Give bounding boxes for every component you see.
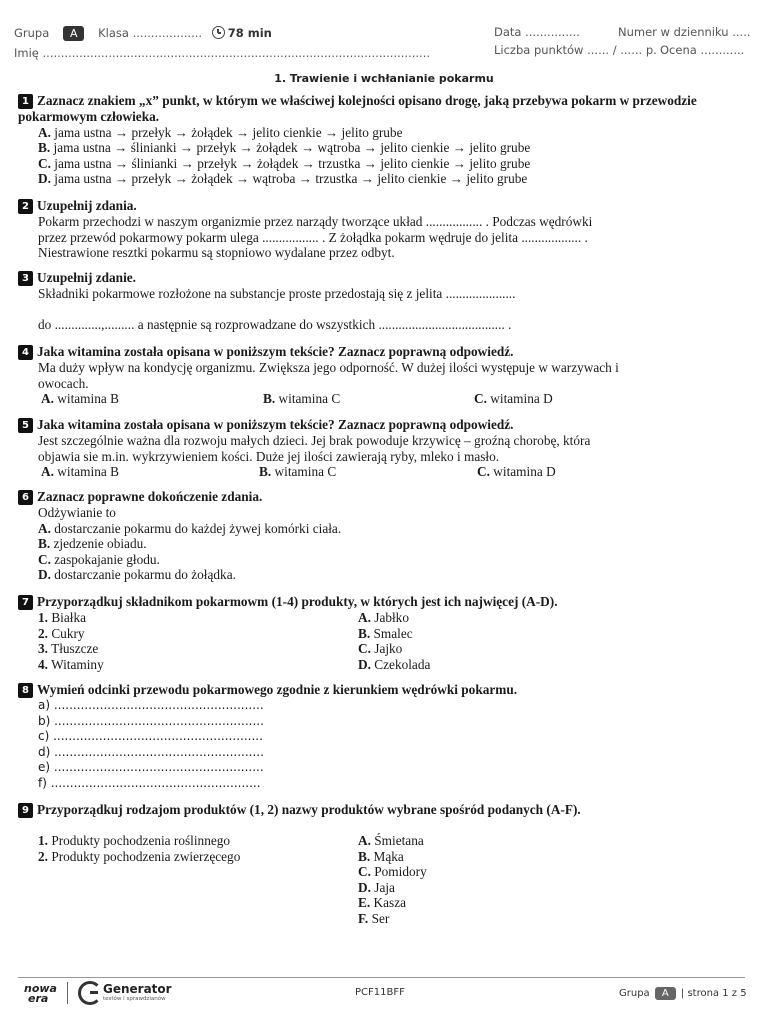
question-8 — [18, 682, 718, 792]
list-item: B. Smalec — [358, 625, 413, 641]
group-field — [14, 26, 272, 41]
logo-divider — [67, 982, 68, 1004]
question-text: Jaka witamina została opisana w poniższym tekście? Zaznacz poprawną odpowiedź. — [37, 344, 514, 359]
matching-columns — [18, 833, 718, 927]
question-text: Uzupełnij zdania. — [37, 198, 137, 213]
question-5 — [18, 417, 718, 480]
list-item: C. Pomidory — [358, 864, 427, 880]
question-text: Przyporządkuj składnikom pokarmowm (1-4) produkty, w których jest ich najwięcej (A-D). — [37, 594, 558, 609]
question-number: 6 — [18, 490, 33, 505]
text-line: Ma duży wpływ na kondycję organizmu. Zwiększa jego odporność. W dużej ilości występuje w warzywach i — [38, 360, 619, 375]
options — [18, 125, 718, 187]
question-body — [18, 214, 718, 261]
generator-subtitle: testów i sprawdzianów — [103, 996, 166, 1002]
question-number: 4 — [18, 345, 33, 360]
text-line: Jest szczególnie ważna dla rozwoju małych dzieci. Jej brak powoduje krzywicę – groźną chorobę, która — [38, 433, 591, 448]
list-item: 1. Białka — [38, 610, 87, 625]
options — [38, 391, 718, 407]
question-9 — [18, 802, 718, 927]
generator-title: Generator — [103, 982, 172, 996]
question-number: 5 — [18, 418, 33, 433]
options — [38, 464, 718, 480]
footer-divider — [18, 977, 745, 978]
question-1 — [18, 93, 718, 187]
list-item: 4. Witaminy — [38, 656, 104, 672]
points-label: Liczba punktów ...... / ...... p. — [494, 43, 657, 57]
question-body — [18, 360, 718, 407]
list-item: F. Ser — [358, 910, 390, 926]
question-stem: Odżywianie to — [38, 505, 116, 520]
question-body — [18, 505, 718, 583]
question-text: Uzupełnij zdanie. — [37, 270, 136, 285]
clock-icon — [212, 26, 225, 39]
list-item: 3. Tłuszcze — [38, 641, 99, 657]
text-line: do ..............,......... a następnie są rozprowadzane do wszystkich ...................................... . — [38, 316, 512, 332]
answer-line[interactable]: d) ....................................................... — [38, 744, 264, 759]
footer-group — [619, 987, 747, 1000]
text-line: Niestrawione resztki pokarmu są stopniowo wydalane przez odbyt. — [38, 245, 395, 261]
text-line: owocach. — [38, 375, 89, 391]
list-item: A. Jabłko — [358, 610, 409, 625]
name-label: Imię .......................................................................................................... — [14, 46, 431, 60]
option-b[interactable]: B. witamina C — [259, 464, 337, 480]
matching-columns — [18, 610, 718, 672]
list-item: 2. Cukry — [38, 625, 85, 641]
question-body — [18, 286, 718, 332]
option-c[interactable]: C. zaspokajanie głodu. — [38, 551, 160, 567]
question-text: Wymień odcinki przewodu pokarmowego zgodnie z kierunkiem wędrówki pokarmu. — [37, 682, 518, 697]
document-code: PCF11BFF — [355, 987, 405, 998]
list-item: D. Jaja — [358, 879, 395, 895]
answer-line[interactable]: a) ....................................................... — [38, 698, 264, 712]
question-text: Zaznacz znakiem „x” punkt, w którym we właściwej kolejności opisano drogę, jaką przebywa pokarm w przewodzie pokarmowym człowieka. — [18, 93, 697, 124]
text-line: Pokarm przechodzi w naszym organizmie przez narządy tworzące układ ................. . Podczas wędrówki — [38, 214, 593, 229]
option-a[interactable]: A. jama ustna → przełyk → żołądek → jelito cienkie → jelito grube — [38, 124, 403, 140]
answer-line[interactable]: f) ....................................................... — [38, 775, 261, 790]
right-column — [358, 610, 430, 672]
section-title: 1. Trawienie i wchłanianie pokarmu — [274, 72, 494, 85]
option-a[interactable]: A. witamina B — [41, 391, 119, 407]
group-badge: A — [63, 26, 85, 41]
right-column — [358, 833, 427, 927]
grade-label: Ocena ............ — [660, 43, 745, 57]
list-item: B. Mąka — [358, 848, 404, 864]
time-field — [212, 26, 272, 40]
register-label: Numer w dzienniku ..... — [618, 25, 751, 39]
question-number: 1 — [18, 94, 33, 109]
time-value: 78 min — [227, 26, 272, 40]
list-item: E. Kasza — [358, 895, 407, 911]
answer-line[interactable]: e) ....................................................... — [38, 760, 264, 775]
list-item: C. Jajko — [358, 641, 403, 657]
option-d[interactable]: D. jama ustna → przełyk → żołądek → wątroba → trzustka → jelito cienkie → jelito grube — [38, 171, 528, 187]
list-item: 2. Produkty pochodzenia zwierzęcego — [38, 848, 241, 864]
text-line: objawia sie m.in. wykrzywieniem kości. Duże jej ilości zawierają ryby, mleko i masło. — [38, 448, 500, 464]
option-b[interactable]: B. jama ustna → ślinianki → przełyk → żołądek → wątroba → jelito cienkie → jelito grube — [38, 140, 531, 156]
question-body — [18, 433, 718, 480]
list-item: 1. Produkty pochodzenia roślinnego — [38, 833, 231, 848]
option-a[interactable]: A. dostarczanie pokarmu do każdej żywej komórki ciała. — [38, 520, 342, 536]
list-item: D. Czekolada — [358, 656, 431, 672]
question-6 — [18, 489, 718, 583]
option-c[interactable]: C. witamina D — [477, 464, 556, 480]
group-label: Grupa — [14, 26, 50, 40]
list-item: A. Śmietana — [358, 833, 424, 848]
question-number: 9 — [18, 803, 33, 818]
option-c[interactable]: C. witamina D — [474, 391, 553, 407]
question-number: 2 — [18, 199, 33, 214]
answer-lines — [18, 698, 718, 792]
answer-line[interactable]: b) ....................................................... — [38, 713, 264, 728]
footer-group-label: Grupa — [619, 988, 650, 999]
option-a[interactable]: A. witamina B — [41, 464, 119, 480]
question-number: 7 — [18, 595, 33, 610]
question-7 — [18, 594, 718, 672]
question-number: 8 — [18, 683, 33, 698]
left-column — [38, 833, 358, 927]
text-line: Składniki pokarmowe rozłożone na substancje proste przedostają się z jelita ..................... — [38, 286, 516, 301]
question-text: Jaka witamina została opisana w poniższym tekście? Zaznacz poprawną odpowiedź. — [37, 417, 514, 432]
text-line: przez przewód pokarmowy pokarm ulega ................. . Z żołądka pokarm wędruje do jelita .................. . — [38, 229, 588, 245]
nowa-era-logo: nowa era — [24, 982, 57, 1005]
option-b[interactable]: B. witamina C — [263, 391, 341, 407]
page-number: | strona 1 z 5 — [680, 988, 747, 999]
question-4 — [18, 344, 718, 407]
option-b[interactable]: B. zjedzenie obiadu. — [38, 536, 147, 552]
question-number: 3 — [18, 271, 33, 286]
generator-logo-icon — [78, 981, 102, 1005]
footer-group-badge: A — [655, 987, 676, 1000]
question-2 — [18, 198, 718, 261]
class-label: Klasa ................... — [98, 26, 203, 40]
option-d[interactable]: D. dostarczanie pokarmu do żołądka. — [38, 567, 236, 583]
date-label: Data ............... — [494, 25, 580, 39]
question-text: Zaznacz poprawne dokończenie zdania. — [37, 489, 263, 504]
left-column — [38, 610, 358, 672]
option-c[interactable]: C. jama ustna → ślinianki → przełyk → żołądek → trzustka → jelito cienkie → jelito grube — [38, 155, 531, 171]
question-3 — [18, 270, 718, 332]
answer-line[interactable]: c) ....................................................... — [38, 729, 263, 744]
question-text: Przyporządkuj rodzajom produktów (1, 2) nazwy produktów wybrane spośród podanych (A-F). — [37, 802, 581, 817]
